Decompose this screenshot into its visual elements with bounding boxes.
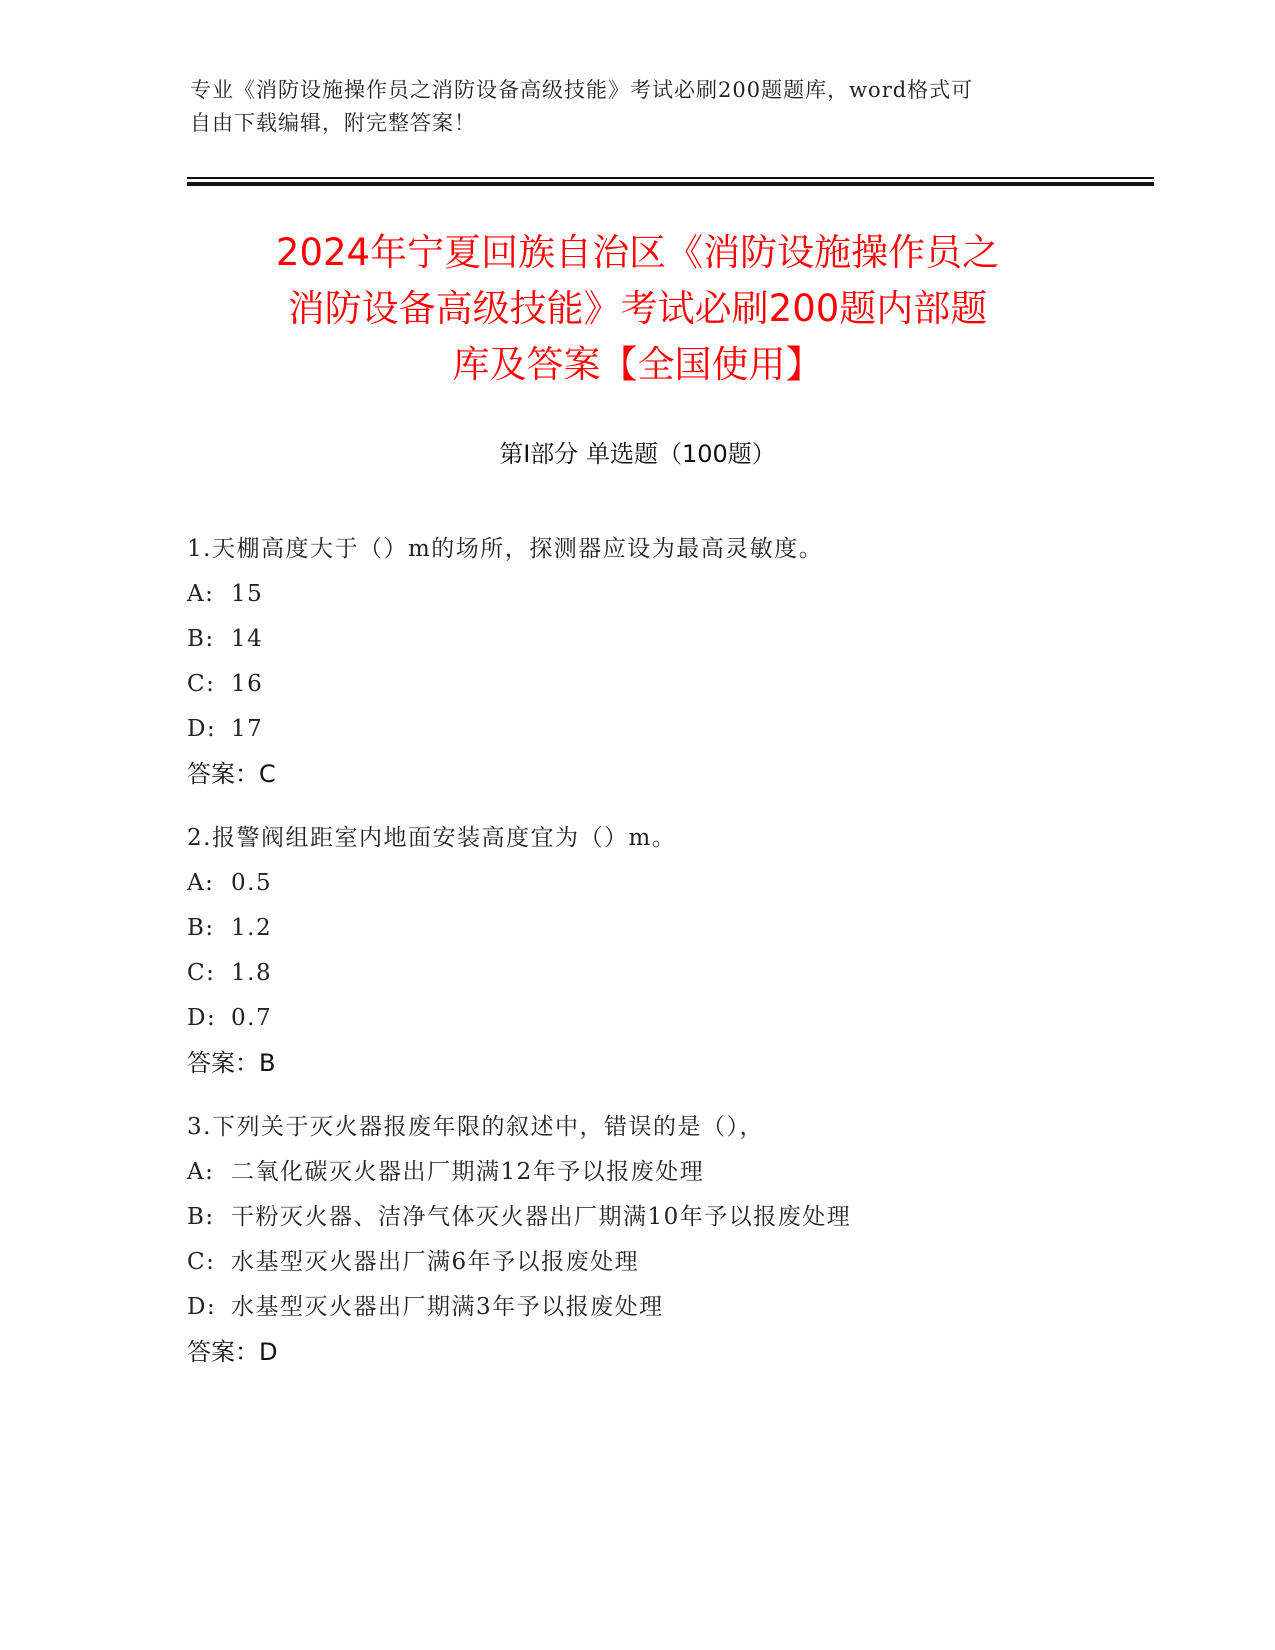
answer-prefix: 答案： <box>187 1049 259 1077</box>
option-key: B: <box>187 1204 215 1230</box>
option-key: B: <box>187 626 215 652</box>
option-text: 16 <box>231 671 264 697</box>
option-text: 0.7 <box>231 1005 273 1031</box>
option-key: A: <box>187 581 215 607</box>
answer-value: B <box>259 1049 276 1077</box>
question-stem: 1.天棚高度大于（）m的场所，探测器应设为最高灵敏度。 <box>187 536 824 562</box>
option-c <box>187 951 1087 996</box>
question-stem: 3.下列关于灭火器报废年限的叙述中，错误的是（）， <box>187 1114 764 1140</box>
option-key: D: <box>187 1294 217 1320</box>
answer-value: D <box>259 1338 278 1366</box>
option-key: C: <box>187 1249 216 1275</box>
option-d <box>187 707 1087 752</box>
option-text: 水基型灭火器出厂满6年予以报废处理 <box>231 1249 640 1275</box>
answer-value: C <box>259 760 276 788</box>
option-text: 17 <box>231 716 264 742</box>
option-b <box>187 906 1087 951</box>
header-rule-thick <box>187 182 1154 186</box>
option-d <box>187 996 1087 1041</box>
option-key: B: <box>187 915 215 941</box>
option-text: 干粉灭火器、洁净气体灭火器出厂期满10年予以报废处理 <box>231 1204 852 1230</box>
header-rule-thin <box>187 177 1154 179</box>
question-item <box>187 816 1087 1086</box>
section-heading: 第Ⅰ部分 单选题（100题） <box>499 440 776 468</box>
option-text: 15 <box>231 581 264 607</box>
option-key: D: <box>187 1005 217 1031</box>
option-key: D: <box>187 716 217 742</box>
answer-line <box>187 1330 1087 1375</box>
option-b <box>187 1195 1087 1240</box>
option-text: 1.8 <box>231 960 273 986</box>
question-stem: 2.报警阀组距室内地面安装高度宜为（）m。 <box>187 825 677 851</box>
option-text: 水基型灭火器出厂期满3年予以报废处理 <box>231 1294 664 1320</box>
header-note-line-2: 自由下载编辑，附完整答案！ <box>190 111 476 135</box>
option-text: 14 <box>231 626 264 652</box>
option-c <box>187 662 1087 707</box>
option-key: C: <box>187 960 216 986</box>
option-a <box>187 861 1087 906</box>
option-c <box>187 1240 1087 1285</box>
question-item <box>187 527 1087 797</box>
option-text: 二氧化碳灭火器出厂期满12年予以报废处理 <box>231 1159 705 1185</box>
header-note-line-1: 专业《消防设施操作员之消防设备高级技能》考试必刷200题题库，word格式可 <box>190 78 974 102</box>
option-text: 0.5 <box>231 870 273 896</box>
answer-line <box>187 752 1087 797</box>
option-key: A: <box>187 870 215 896</box>
option-key: A: <box>187 1159 215 1185</box>
document-title-line-3: 库及答案【全国使用】 <box>452 343 823 386</box>
option-d <box>187 1285 1087 1330</box>
option-a <box>187 572 1087 617</box>
question-list <box>187 527 1087 1394</box>
option-text: 1.2 <box>231 915 273 941</box>
document-title-line-1: 2024年宁夏回族自治区《消防设施操作员之 <box>275 231 1000 274</box>
answer-line <box>187 1041 1087 1086</box>
option-key: C: <box>187 671 216 697</box>
document-title <box>160 225 1115 393</box>
document-title-line-2: 消防设备高级技能》考试必刷200题内部题 <box>287 287 988 330</box>
question-item <box>187 1105 1087 1375</box>
header-note <box>190 74 1070 140</box>
option-b <box>187 617 1087 662</box>
answer-prefix: 答案： <box>187 1338 259 1366</box>
answer-prefix: 答案： <box>187 760 259 788</box>
option-a <box>187 1150 1087 1195</box>
